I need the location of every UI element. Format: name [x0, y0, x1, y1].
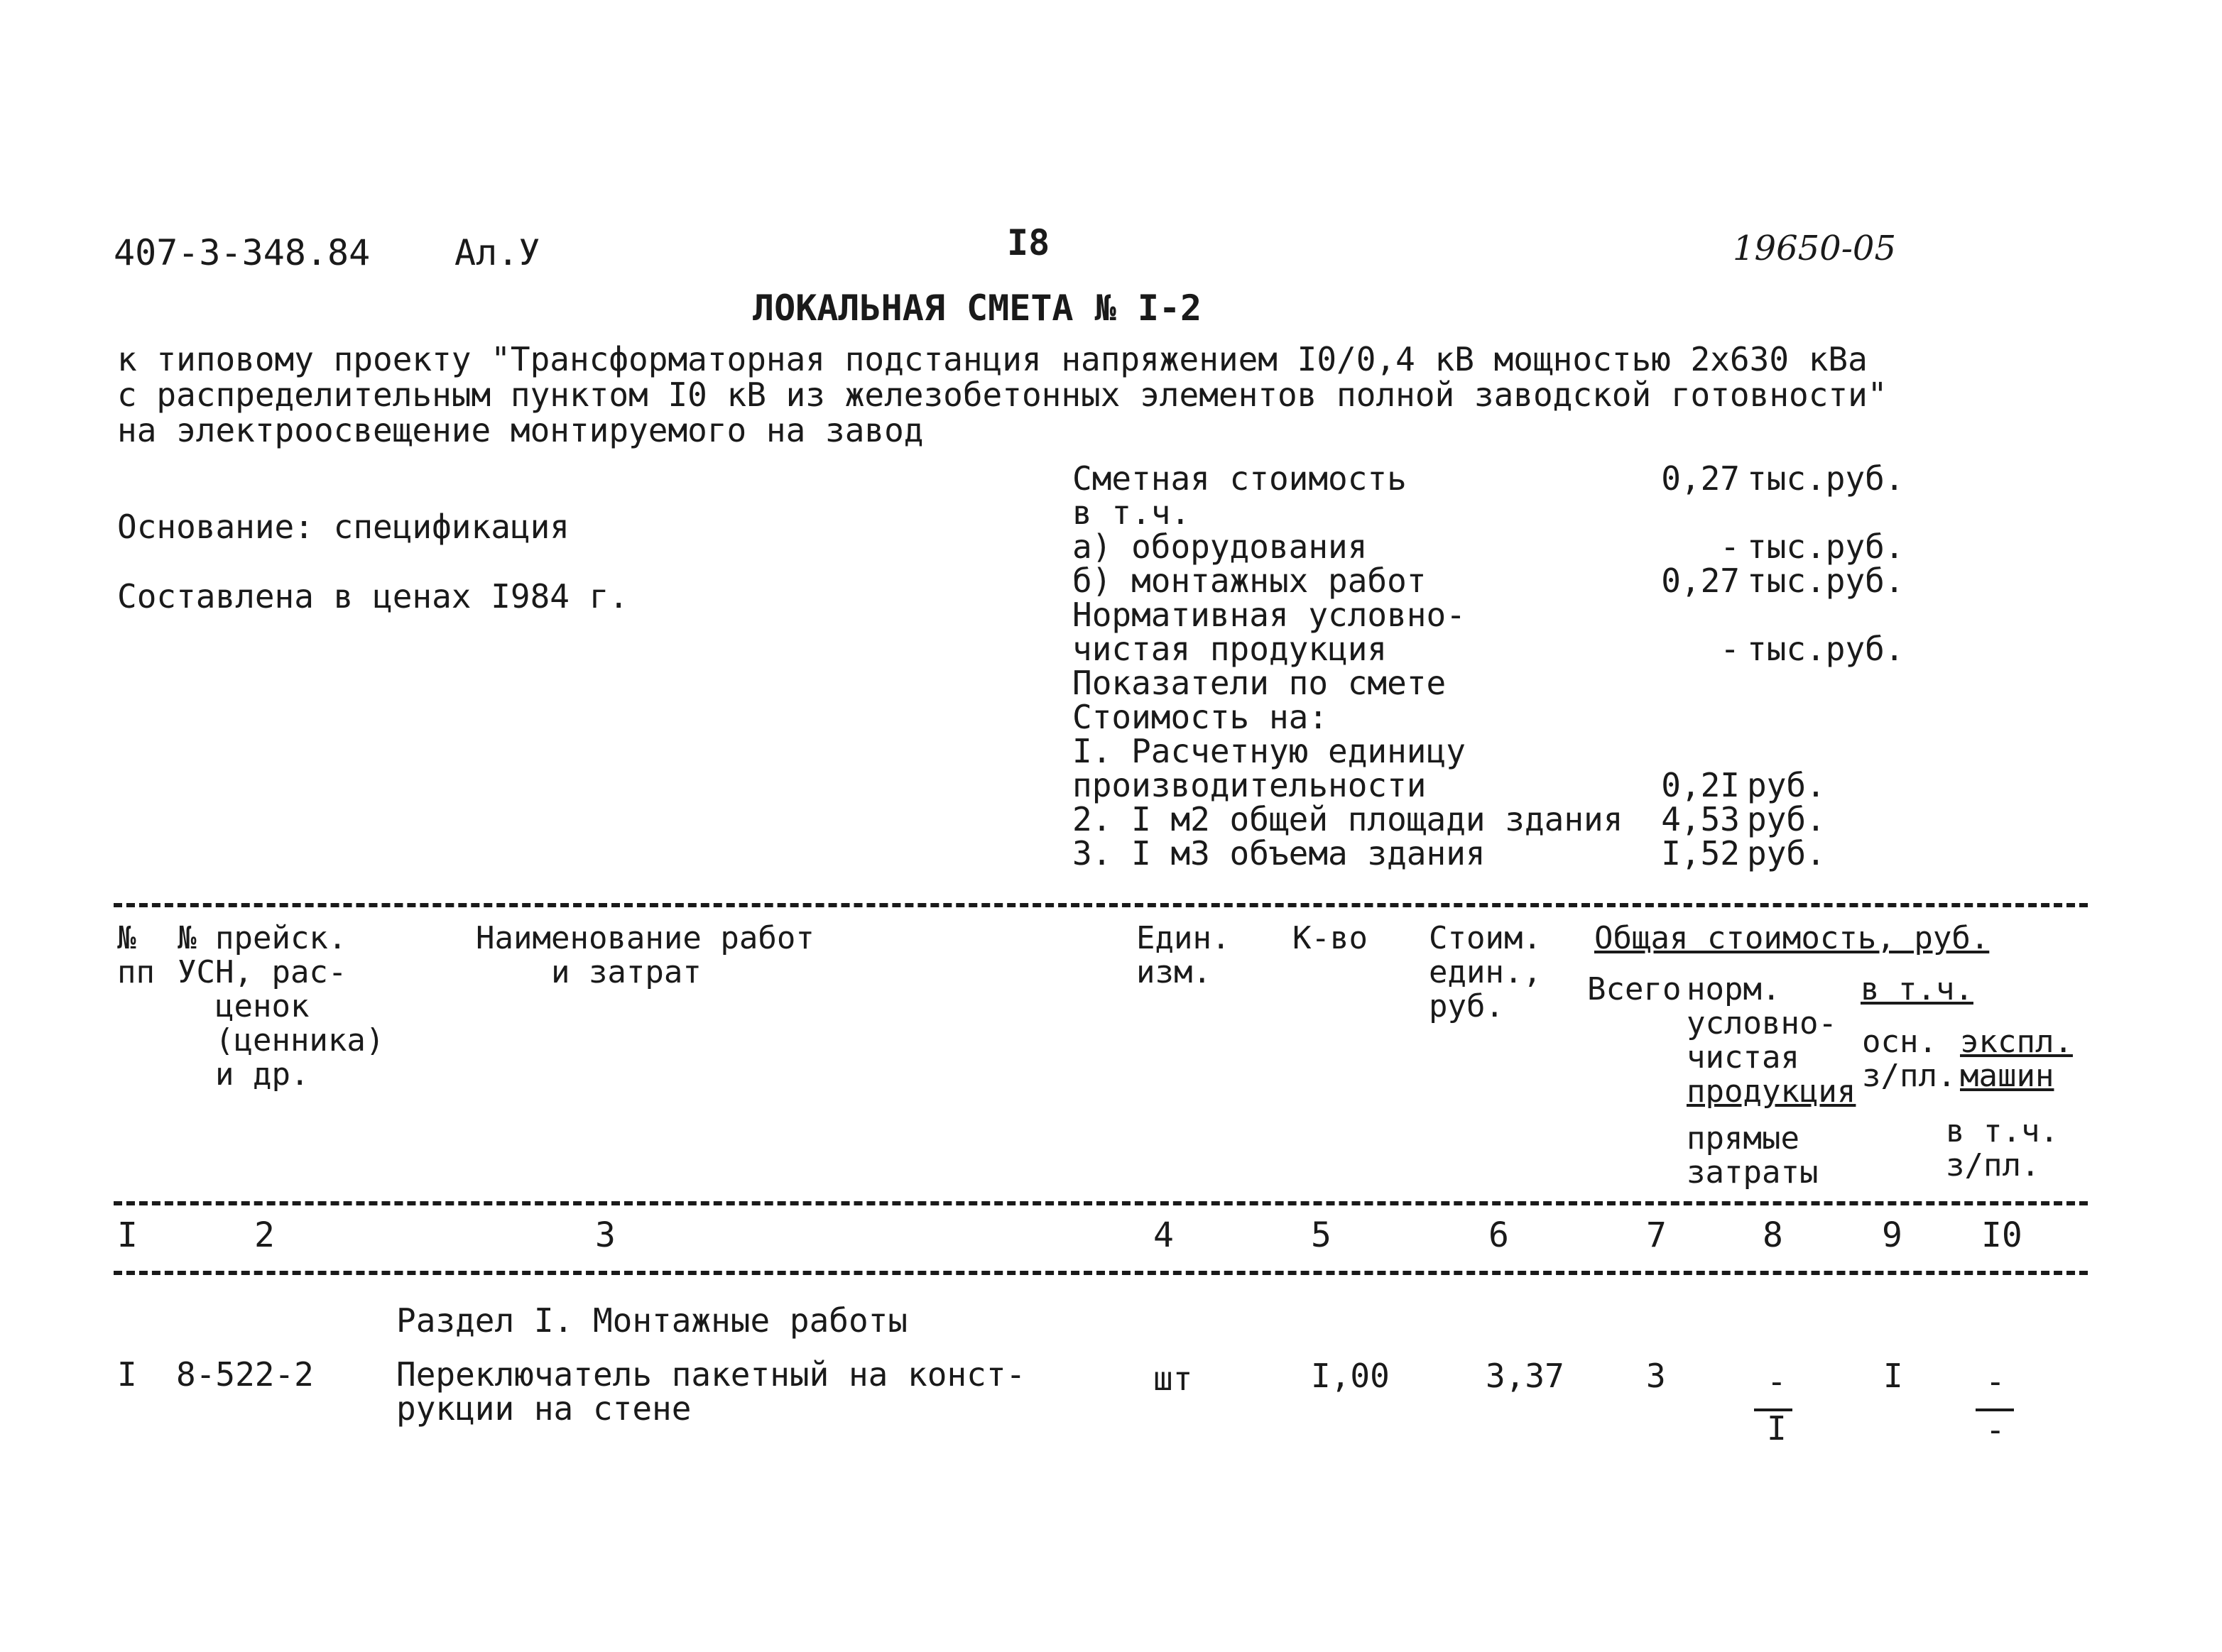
row-work-name: Переключатель пакетный на конст- рукции на стене [396, 1355, 1026, 1428]
header-base-pay: осн. з/пл. [1862, 1024, 1956, 1094]
sheet-label: Ал.У [454, 232, 540, 273]
basis-text: Основание: спецификация [117, 508, 570, 546]
row-unit: шт [1153, 1360, 1193, 1398]
page-number: I8 [1007, 222, 1050, 263]
column-number: 3 [595, 1215, 616, 1255]
header-norm-product-end: продукция [1687, 1073, 1856, 1110]
cost-line: I. Расчетную единицу [1072, 732, 1466, 770]
header-total-cost-group: Общая стоимость, руб. [1594, 920, 1990, 956]
cost-line: чистая продукция - тыс.руб. [1072, 630, 1905, 668]
column-number: 9 [1882, 1215, 1902, 1255]
cost-line: Нормативная условно- [1072, 596, 1466, 634]
header-row-number: № пп [117, 920, 155, 990]
column-number: 2 [254, 1215, 275, 1255]
row-price-code: 8-522-2 [176, 1355, 314, 1394]
document-title: ЛОКАЛЬНАЯ СМЕТА № I-2 [753, 288, 1202, 329]
row-machine-ops: - [1986, 1362, 2005, 1401]
subtitle-line-3: на электроосвещение монтируемого на завод [117, 411, 924, 449]
cost-line: б) монтажных работ 0,27 тыс.руб. [1072, 562, 1905, 600]
column-number: I0 [1981, 1215, 2022, 1255]
row-machine-pay: - [1986, 1411, 2005, 1449]
cost-line: 3. I м3 объема здания I,52 руб. [1072, 834, 1826, 873]
header-norm-product: норм. условно- чистая [1687, 971, 1837, 1076]
cost-line: а) оборудования - тыс.руб. [1072, 527, 1905, 566]
header-total: Всего [1587, 971, 1682, 1007]
column-numbers-bottom-rule [114, 1271, 2088, 1275]
cost-line: 2. I м2 общей площади здания 4,53 руб. [1072, 800, 1826, 838]
header-machine-pay: в т.ч. з/пл. [1946, 1113, 2059, 1183]
row-total: 3 [1646, 1357, 1666, 1395]
table-top-rule [114, 903, 2088, 907]
header-machine-ops: экспл. машин [1960, 1024, 2073, 1094]
row-quantity: I,00 [1311, 1357, 1390, 1395]
header-direct-costs: прямые затраты [1687, 1120, 1819, 1191]
column-number: 4 [1153, 1215, 1174, 1255]
cost-line: в т.ч. [1072, 493, 1191, 532]
column-number: 5 [1311, 1215, 1331, 1255]
column-number: 6 [1488, 1215, 1509, 1255]
header-quantity: К-во [1292, 920, 1368, 956]
cost-line: Стоимость на: [1072, 698, 1329, 736]
header-price-code: № прейск. УСН, рас- ценок (ценника) и др. [178, 920, 385, 1093]
column-number: I [117, 1215, 138, 1255]
cost-line: Сметная стоимость 0,27 тыс.руб. [1072, 459, 1905, 498]
cost-line: производительности 0,2I руб. [1072, 766, 1826, 804]
row-norm-product: - [1767, 1362, 1787, 1401]
prices-text: Составлена в ценах I984 г. [117, 577, 629, 616]
subtitle-line-1: к типовому проекту "Трансформаторная подстанция напряжением I0/0,4 кВ мощностью 2х630 кВа [117, 340, 1868, 378]
subtitle-line-2: с распределительным пунктом I0 кВ из железобетонных элементов полной заводской готовности" [117, 376, 1888, 414]
document-code: 407-3-348.84 [114, 232, 371, 273]
cost-line: Показатели по смете [1072, 664, 1447, 702]
header-including-group: в т.ч. [1861, 971, 1973, 1007]
header-unit-cost: Стоим. един., руб. [1429, 920, 1542, 1024]
header-unit: Един. изм. [1136, 920, 1231, 990]
row-number: I [117, 1355, 137, 1394]
handwritten-stamp: 19650-05 [1733, 229, 1896, 268]
header-work-name: Наименование работ и затрат [476, 920, 815, 990]
section-title: Раздел I. Монтажные работы [396, 1301, 908, 1340]
row-unit-cost: 3,37 [1486, 1357, 1564, 1395]
row-direct-costs: I [1767, 1409, 1787, 1448]
row-base-pay: I [1883, 1357, 1903, 1395]
column-number: 8 [1763, 1215, 1783, 1255]
header-bottom-rule [114, 1201, 2088, 1205]
column-number: 7 [1646, 1215, 1667, 1255]
